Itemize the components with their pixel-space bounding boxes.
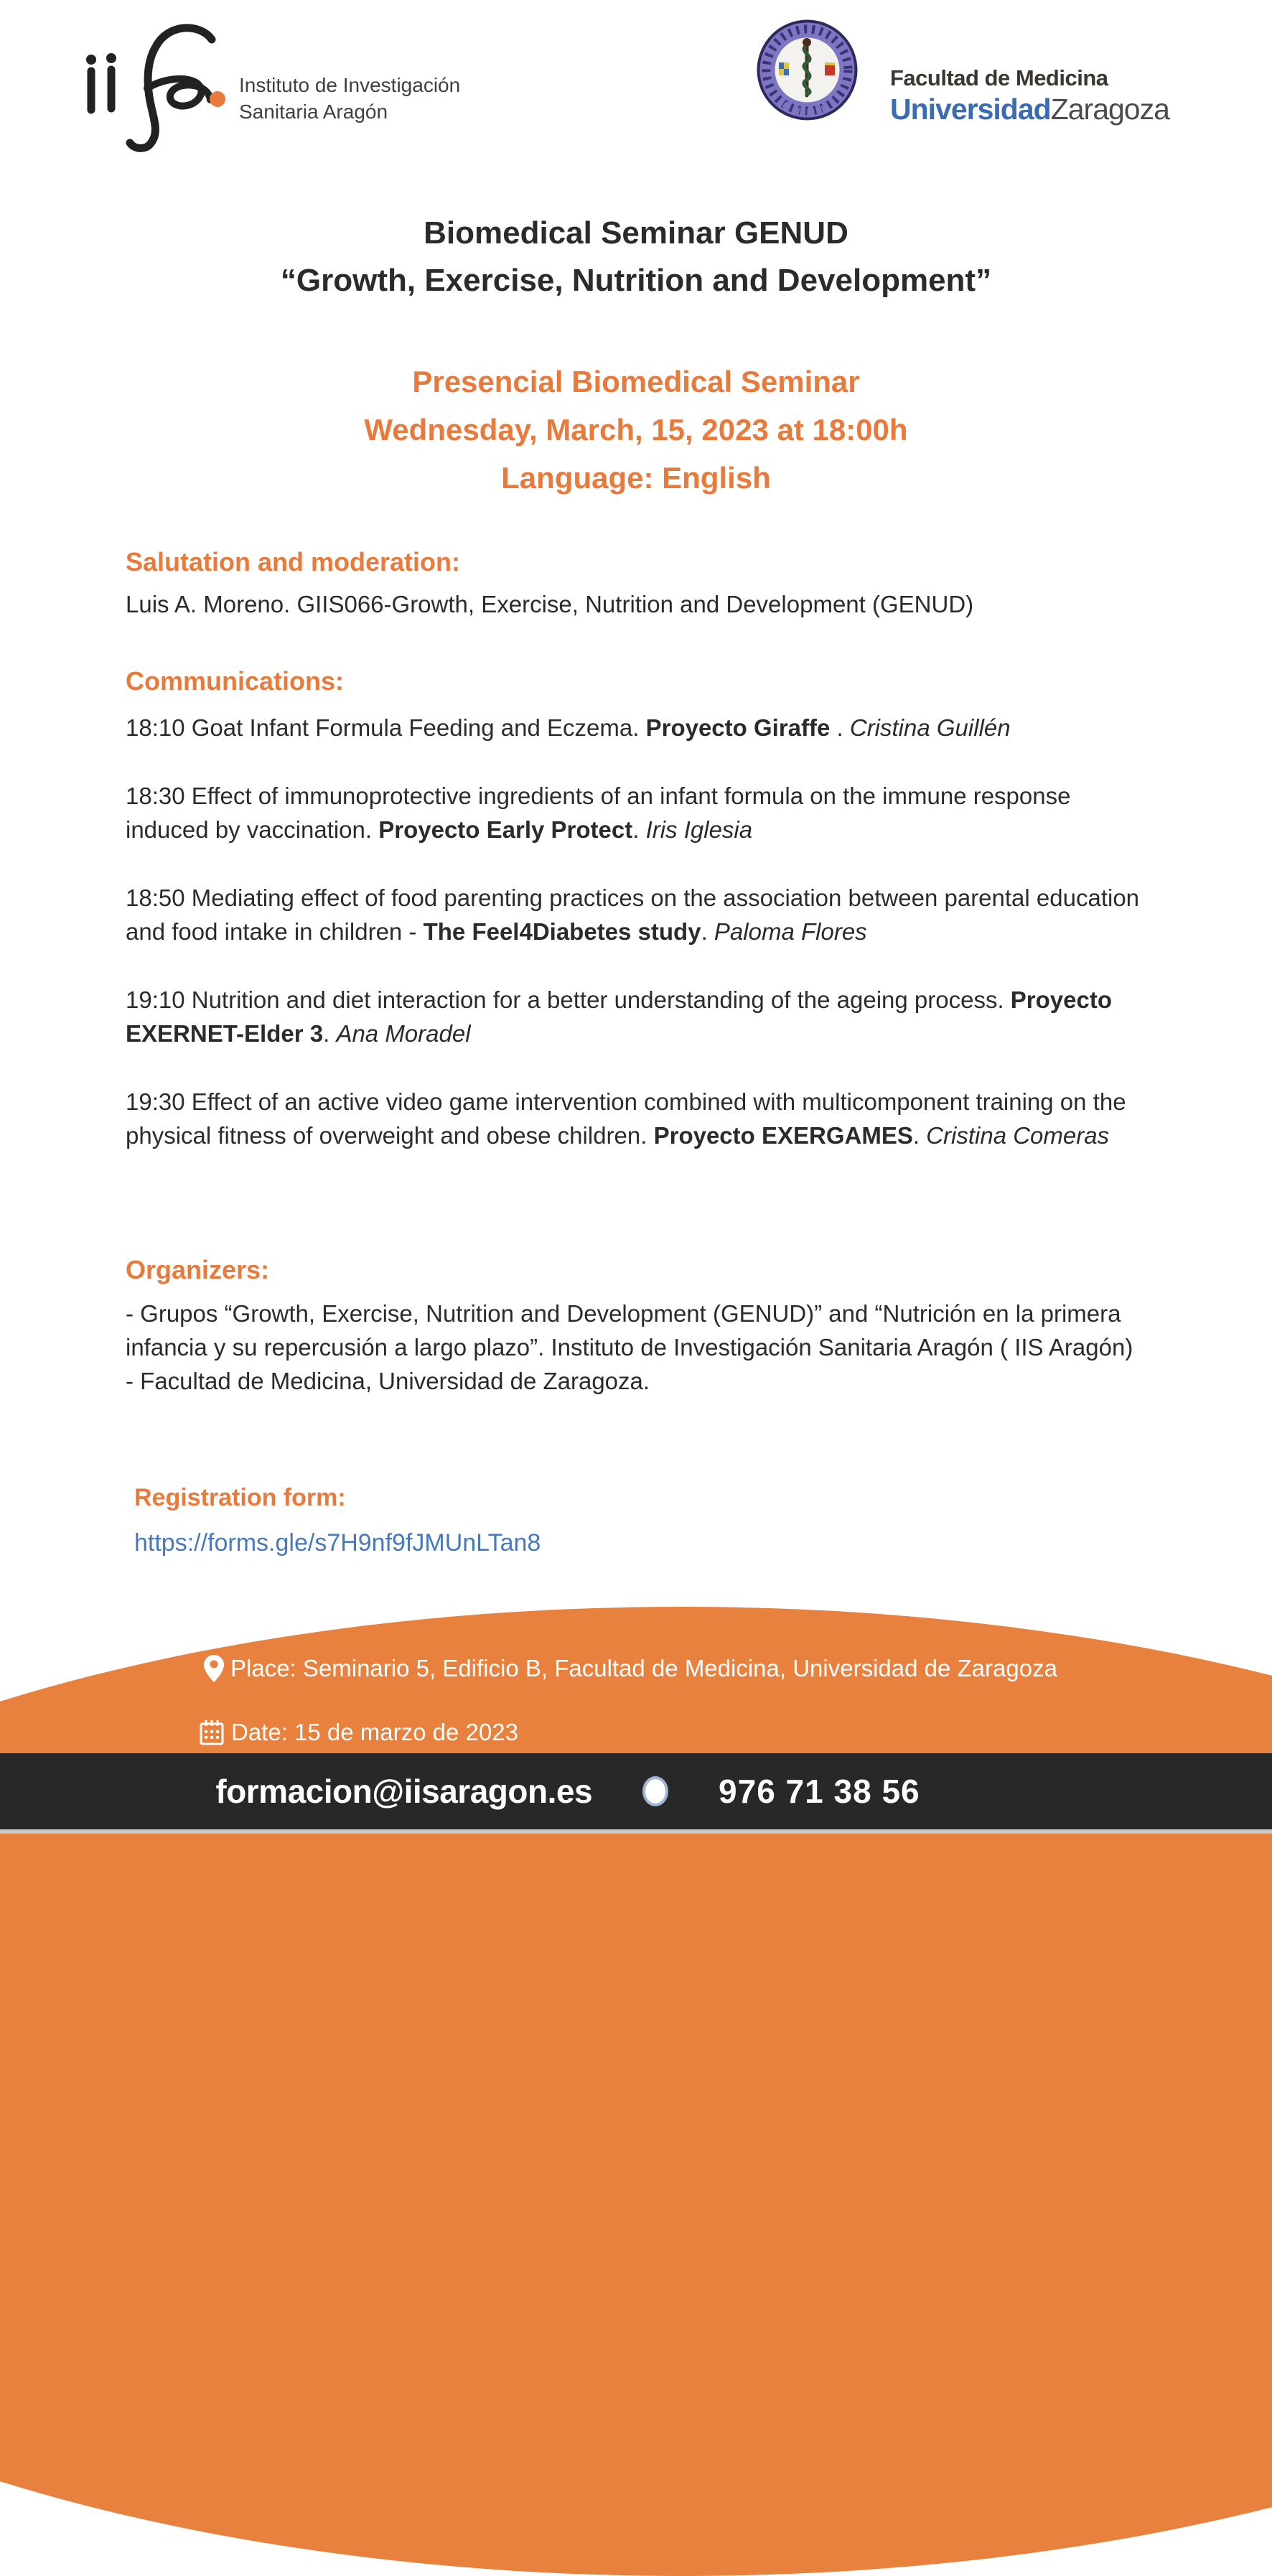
organizer-line: - Facultad de Medicina, Universidad de Zaragoza. [126, 1368, 650, 1394]
communication-separator: . [632, 816, 646, 843]
universidad-zaragoza-wordmark [890, 93, 1169, 126]
communication-item [126, 1085, 1154, 1152]
communication-item [126, 711, 1154, 745]
communication-project: Proyecto Giraffe [645, 714, 831, 741]
iis-aragon-logo [68, 18, 248, 162]
communication-text: 19:10 Nutrition and diet interaction for a better understanding of the ageing process. [126, 986, 1011, 1013]
subtitle-line2: Wednesday, March, 15, 2023 at 18:00h [364, 413, 908, 447]
communication-item [126, 983, 1154, 1050]
contact-email: formacion@iisaragon.es [215, 1773, 593, 1810]
communication-separator: . [323, 1020, 337, 1047]
communication-project: Proyecto Early Protect [378, 816, 633, 843]
calendar-icon [200, 1719, 224, 1745]
communication-speaker: Cristina Guillén [849, 714, 1011, 741]
org-name-line2: Sanitaria Aragón [239, 101, 388, 123]
subtitle-line3: Language: English [501, 461, 771, 495]
registration-link[interactable]: https://forms.gle/s7H9nf9fJMUnLTan8 [134, 1529, 541, 1557]
iis-logo-mark-icon [68, 18, 248, 162]
communication-speaker: Iris Iglesia [645, 816, 753, 843]
communication-project: The Feel4Diabetes study [423, 918, 701, 945]
salutation-heading: Salutation and moderation: [126, 547, 461, 577]
communication-separator: . [912, 1122, 927, 1149]
registration-section [126, 1482, 1154, 1557]
location-pin-icon [203, 1654, 225, 1683]
facultad-text-block [890, 65, 1169, 126]
university-seal-icon [755, 18, 859, 122]
place-row [203, 1654, 1057, 1683]
communication-speaker: Paloma Flores [714, 918, 867, 945]
bottom-edge-strip [0, 1829, 1272, 1834]
subtitle-line1: Presencial Biomedical Seminar [412, 365, 860, 398]
communication-item [126, 779, 1154, 846]
facultad-medicina-logo [755, 18, 1200, 126]
organizer-line: - Grupos “Growth, Exercise, Nutrition and Development (GENUD)” and “Nutrición en la primera infancia y su repercusión a largo plazo”. Instituto de Investigación Sanitaria Aragón ( IIS Aragón) [126, 1300, 1133, 1361]
salutation-section [126, 546, 1154, 621]
communications-section [126, 665, 1154, 1187]
zaragoza-word: Zaragoza [1050, 93, 1169, 126]
registration-heading: Registration form: [134, 1484, 346, 1511]
communication-text: 18:50 Mediating effect of food parenting practices on the association between parental education and food intake in children - [126, 885, 1140, 945]
place-text: Place: Seminario 5, Edificio B, Facultad de Medicina, Universidad de Zaragoza [230, 1655, 1057, 1681]
footer [0, 1607, 1272, 1838]
iis-org-name [239, 72, 460, 125]
communication-text: 18:10 Goat Infant Formula Feeding and Eczema. [126, 714, 646, 741]
communication-separator: . [830, 714, 850, 741]
organizers-heading: Organizers: [126, 1255, 270, 1284]
communication-text: 18:30 Effect of immunoprotective ingredients of an infant formula on the immune response induced by vaccination. [126, 783, 1071, 843]
facultad-title: Facultad de Medicina [890, 65, 1108, 90]
communication-item [126, 881, 1154, 948]
communication-project: Proyecto EXERGAMES [653, 1122, 913, 1149]
organizers-section [126, 1254, 1154, 1398]
contact-phone: 976 71 38 56 [719, 1773, 920, 1810]
phone-bubble-icon [642, 1776, 668, 1806]
footer-orange-arc [0, 1607, 1272, 2576]
communication-speaker: Ana Moradel [336, 1020, 471, 1047]
org-name-line1: Instituto de Investigación [239, 74, 461, 96]
seminar-subtitle [0, 358, 1272, 502]
communications-heading: Communications: [126, 666, 345, 696]
date-row [200, 1719, 518, 1746]
title-line1: Biomedical Seminar GENUD [424, 215, 848, 251]
seminar-title [0, 210, 1272, 304]
communication-text: 19:30 Effect of an active video game intervention combined with multicomponent training on the physical fitness of overweight and obese children. [126, 1088, 1126, 1149]
date-text: Date: 15 de marzo de 2023 [231, 1719, 518, 1745]
communication-separator: . [701, 918, 714, 945]
title-line2: “Growth, Exercise, Nutrition and Development” [280, 263, 992, 298]
salutation-body: Luis A. Moreno. GIIS066-Growth, Exercise, Nutrition and Development (GENUD) [126, 591, 974, 617]
communication-project: Proyecto EXERNET-Elder 3 [126, 986, 1113, 1047]
communication-speaker: Cristina Comeras [926, 1122, 1110, 1149]
contact-bar [0, 1753, 1272, 1829]
orange-dot-icon [210, 91, 225, 107]
universidad-word: Universidad [890, 93, 1051, 126]
